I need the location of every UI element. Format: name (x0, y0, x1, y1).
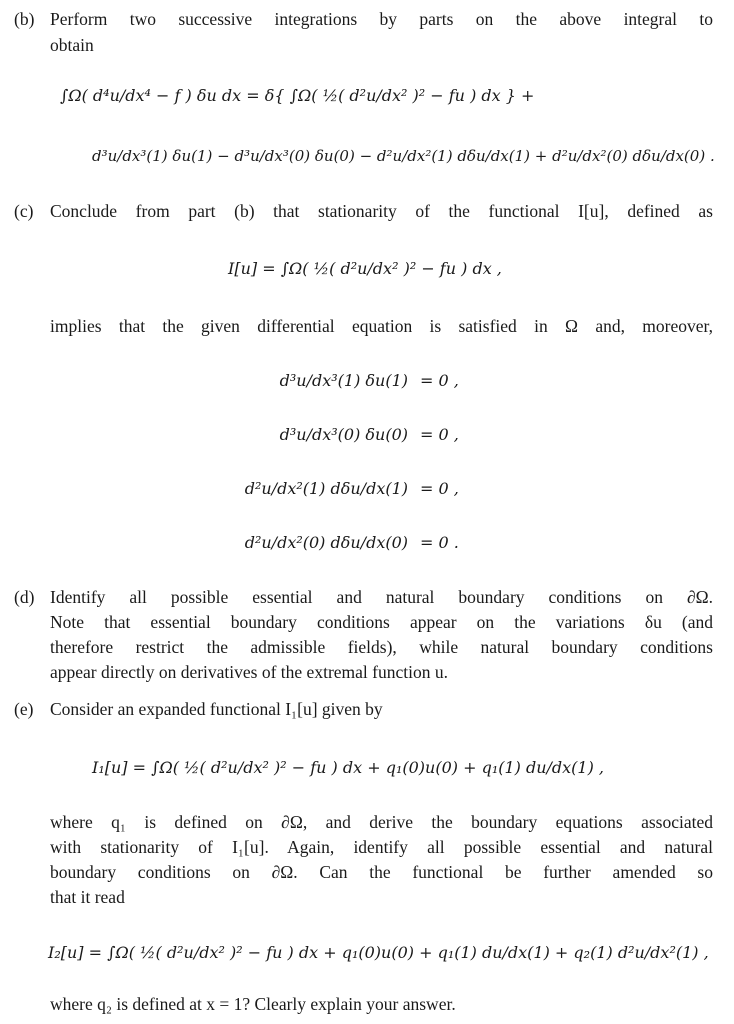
part-e-last-line: where q₂ is defined at x = 1? Clearly explain your answer. (50, 994, 456, 1014)
part-b-text-line-2: obtain (50, 35, 94, 55)
part-d-label: (d) (14, 587, 35, 607)
condition-3-rhs: = 0 , (420, 479, 459, 498)
part-e-text-line-5: that it read (50, 887, 125, 907)
condition-4-rhs: = 0 . (420, 533, 459, 552)
part-e-text-line-4: boundary conditions on ∂Ω. Can the functional be further amended so (50, 862, 713, 882)
part-e-text-line-3: with stationarity of I₁[u]. Again, identify all possible essential and natural (50, 837, 713, 857)
part-e-functional-i1: I₁[u] = ∫Ω( ½( d²u/dx² )² − fu ) dx + q₁(0)u(0) + q₁(1) du/dx(1) , (92, 758, 605, 777)
part-e-label: (e) (14, 699, 34, 719)
part-b-text-line-1: Perform two successive integrations by parts on the above integral to (50, 9, 713, 29)
part-b-equation-line-1: ∫Ω( d⁴u/dx⁴ − f ) δu dx = δ{ ∫Ω( ½( d²u/dx² )² − fu ) dx } + (60, 86, 535, 105)
condition-2-rhs: = 0 , (420, 425, 459, 444)
condition-1-lhs: d³u/dx³(1) δu(1) (279, 371, 408, 390)
part-e-functional-i2: I₂[u] = ∫Ω( ½( d²u/dx² )² − fu ) dx + q₁(0)u(0) + q₁(1) du/dx(1) + q₂(1) d²u/dx²(1) , (48, 943, 709, 962)
part-c-functional: I[u] = ∫Ω( ½( d²u/dx² )² − fu ) dx , (228, 259, 502, 278)
part-d-text-line-1: Identify all possible essential and natural boundary conditions on ∂Ω. (50, 587, 713, 607)
condition-2-lhs: d³u/dx³(0) δu(0) (279, 425, 408, 444)
part-c-text-line-2: implies that the given differential equation is satisfied in Ω and, moreover, (50, 316, 713, 336)
part-c-text-line-1: Conclude from part (b) that stationarity of the functional I[u], defined as (50, 201, 713, 221)
part-c-label: (c) (14, 201, 34, 221)
part-e-text-line-2: where q₁ is defined on ∂Ω, and derive the boundary equations associated (50, 812, 713, 832)
part-d-text-line-4: appear directly on derivatives of the extremal function u. (50, 662, 448, 682)
part-b-label: (b) (14, 9, 35, 29)
part-b-equation-line-2: d³u/dx³(1) δu(1) − d³u/dx³(0) δu(0) − d²u/dx²(1) dδu/dx(1) + d²u/dx²(0) dδu/dx(0) . (92, 147, 715, 165)
condition-3-lhs: d²u/dx²(1) dδu/dx(1) (244, 479, 408, 498)
condition-4-lhs: d²u/dx²(0) dδu/dx(0) (244, 533, 408, 552)
condition-1-rhs: = 0 , (420, 371, 459, 390)
part-d-text-line-3: therefore restrict the admissible fields), while natural boundary conditions (50, 637, 713, 657)
part-e-text-line-1: Consider an expanded functional I₁[u] given by (50, 699, 383, 719)
part-d-text-line-2: Note that essential boundary conditions appear on the variations δu (and (50, 612, 713, 632)
